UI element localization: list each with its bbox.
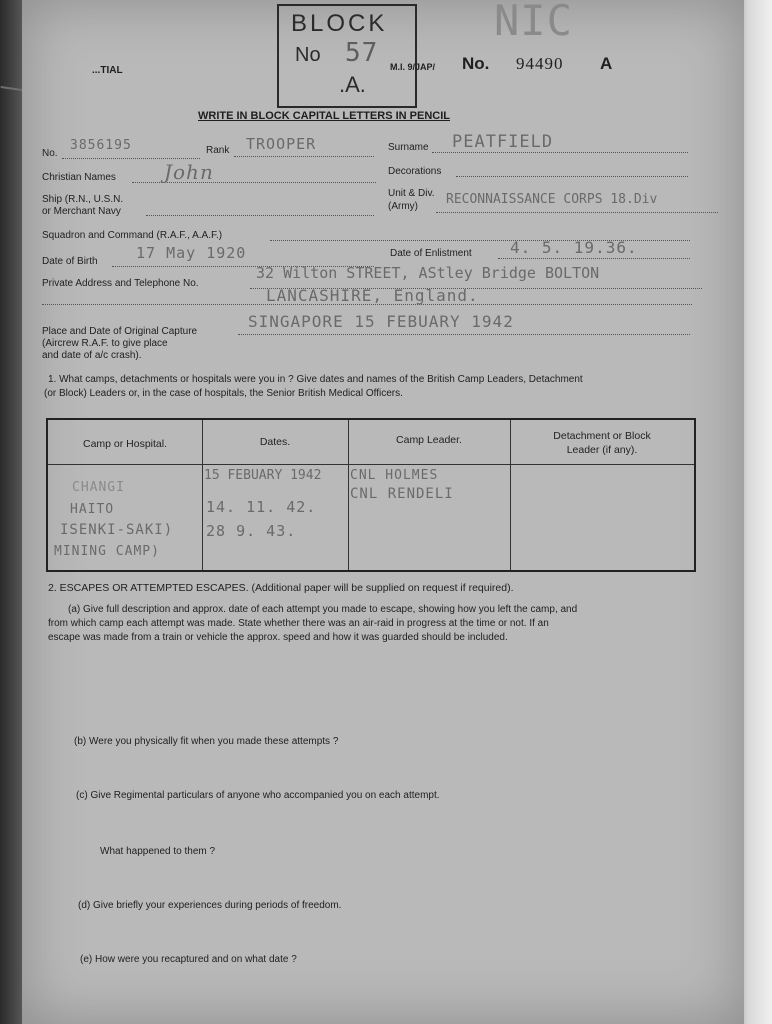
enlistment-value: 4. 5. 19.36. [510, 238, 638, 257]
mi-reference: M.I. 9/JAP/ [390, 62, 436, 72]
question-2b: (b) Were you physically fit when you made these attempts ? [74, 736, 339, 747]
capture-label-2: (Aircrew R.A.F. to give place [42, 338, 168, 349]
stamp-block-label: BLOCK [291, 10, 388, 37]
serial-no-label: No. [462, 54, 490, 73]
squadron-label: Squadron and Command (R.A.F., A.A.F.) [42, 230, 223, 241]
camps-table [46, 418, 696, 572]
rank-value: TROOPER [246, 135, 317, 153]
ship-label-2: or Merchant Navy [42, 206, 121, 217]
table-header-detachment-1: Detachment or Block [553, 430, 651, 442]
address-value-2: LANCASHIRE, England. [266, 286, 479, 305]
christian-names-label: Christian Names [42, 172, 116, 183]
stamp-no-value: 57 [345, 38, 379, 68]
serial-number: 94490 [516, 54, 564, 73]
enlistment-label: Date of Enlistment [390, 248, 472, 259]
no-line [62, 158, 200, 159]
camp-entry: CHANGI [72, 480, 125, 495]
capture-label-3: and date of a/c crash). [42, 350, 142, 361]
address-label: Private Address and Telephone No. [42, 278, 199, 289]
dob-value: 17 May 1920 [136, 244, 247, 262]
unit-label-1: Unit & Div. [388, 188, 435, 199]
table-header-leader: Camp Leader. [396, 434, 462, 446]
table-header-dates: Dates. [259, 436, 291, 448]
surname-label: Surname [388, 142, 429, 153]
table-header-camp: Camp or Hospital. [82, 438, 168, 450]
capture-value: SINGAPORE 15 FEBUARY 1942 [248, 312, 514, 331]
camp-entry: ISENKI-SAKI) [60, 522, 174, 538]
question-2c-followup: What happened to them ? [100, 846, 216, 857]
date-entry: 15 FEBUARY 1942 [204, 468, 322, 483]
table-header-rule [48, 464, 694, 465]
table-header-detachment-2: Leader (if any). [566, 444, 638, 456]
dob-label: Date of Birth [42, 256, 98, 267]
rank-label: Rank [206, 145, 230, 156]
camp-entry: MINING CAMP) [54, 544, 160, 559]
question-2c: (c) Give Regimental particulars of anyone who accompanied you on each attempt. [76, 790, 440, 801]
surname-value: PEATFIELD [452, 132, 554, 152]
rank-line [234, 156, 374, 157]
address-value-1: 32 Wilton STREET, AStley Bridge BOLTON [256, 264, 600, 282]
capture-line [238, 334, 690, 335]
surname-line [432, 152, 688, 153]
table-divider-3 [510, 420, 511, 570]
question-2a-line-3: escape was made from a train or vehicle the approx. speed and how it was guarded should be included. [48, 632, 508, 643]
stamp-no-label: No [295, 44, 321, 66]
question-2d: (d) Give briefly your experiences during periods of freedom. [78, 900, 342, 911]
enlistment-line [498, 258, 690, 259]
decorations-label: Decorations [388, 166, 442, 177]
block-stamp [277, 4, 417, 108]
no-label: No. [42, 148, 58, 159]
capture-label-1: Place and Date of Original Capture [42, 326, 198, 337]
top-handwritten-mark: NIC [494, 0, 573, 45]
question-1-line-1: 1. What camps, detachments or hospitals were you in ? Give dates and names of the British Camp Leaders, Detachment [48, 374, 583, 385]
leader-entry: CNL RENDELI [350, 486, 454, 502]
ship-label-1: Ship (R.N., U.S.N. [42, 194, 124, 205]
camp-entry: HAITO [70, 502, 115, 517]
ship-line [146, 215, 374, 216]
form-page [22, 0, 744, 1024]
leader-entry: CNL HOLMES [350, 468, 439, 483]
question-2a-line-1: (a) Give full description and approx. date of each attempt you made to escape, showing how you left the camp, and [68, 604, 578, 615]
question-1-line-2: (or Block) Leaders or, in the case of hospitals, the Senior British Medical Officers. [44, 388, 403, 399]
date-entry: 28 9. 43. [206, 522, 297, 540]
question-2a-line-2: from which camp each attempt was made. State whether there was an air-raid in progress at the time or not. If an [48, 618, 549, 629]
unit-label-2: (Army) [388, 201, 418, 212]
date-entry: 14. 11. 42. [206, 498, 317, 516]
instruction-heading: WRITE IN BLOCK CAPITAL LETTERS IN PENCIL [198, 110, 450, 122]
question-2-title: 2. ESCAPES OR ATTEMPTED ESCAPES. (Additional paper will be supplied on request if required). [48, 582, 514, 594]
no-value: 3856195 [70, 138, 132, 153]
unit-value: RECONNAISSANCE CORPS 18.Div [446, 192, 658, 207]
stamp-letter: .A. [339, 72, 366, 97]
decorations-line [456, 176, 688, 177]
question-2e: (e) How were you recaptured and on what date ? [80, 954, 297, 965]
christian-names-value: John [164, 160, 214, 184]
serial-suffix: A [600, 54, 613, 73]
unit-line [436, 212, 718, 213]
confidential-label: ...TIAL [92, 65, 123, 76]
